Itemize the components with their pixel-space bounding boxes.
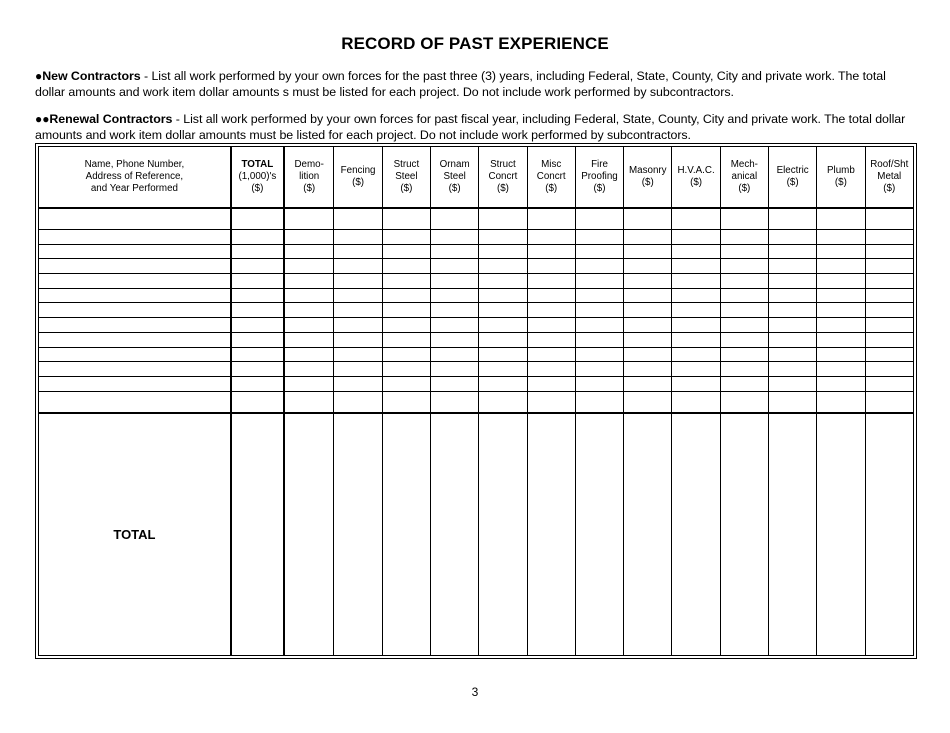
entry-cell-demolition[interactable] [284,376,334,391]
entry-cell-fencing[interactable] [334,259,382,274]
entry-cell-fire-proofing[interactable] [575,208,623,230]
table-body [39,208,914,656]
entry-cell-fire-proofing[interactable] [575,347,623,362]
entry-cell-mechanical[interactable] [720,318,768,333]
table-row [39,208,914,230]
table-row [39,376,914,391]
bullet-icon: ● [35,69,43,83]
table-row [39,244,914,259]
page-title: RECORD OF PAST EXPERIENCE [341,34,609,53]
column-header-line: Concrt [536,170,566,182]
table-row [39,230,914,245]
entry-cell-name-reference[interactable] [39,376,231,391]
entry-cell-roof-sht-metal[interactable] [865,362,913,377]
entry-cell-hvac[interactable] [672,208,720,230]
entry-cell-fire-proofing[interactable] [575,288,623,303]
column-header-line: ($) [400,182,413,194]
table-row [39,318,914,333]
entry-cell-ornam-steel[interactable] [431,259,479,274]
entry-cell-demolition[interactable] [284,391,334,413]
entry-cell-misc-concrt[interactable] [527,376,575,391]
column-header-line: ($) [303,182,316,194]
column-header-line: H.V.A.C. [677,165,715,177]
column-header-line: Metal [877,170,902,182]
entry-cell-masonry[interactable] [624,347,672,362]
entry-cell-plumb[interactable] [817,208,865,230]
column-header-total [231,147,284,208]
column-header-plumb [817,147,865,208]
entry-cell-total[interactable] [231,274,284,289]
entry-cell-plumb[interactable] [817,303,865,318]
entry-cell-total[interactable] [231,259,284,274]
entry-cell-hvac[interactable] [672,259,720,274]
entry-cell-masonry[interactable] [624,288,672,303]
entry-cell-total[interactable] [231,288,284,303]
column-header-line: ($) [251,182,264,194]
entry-cell-demolition[interactable] [284,288,334,303]
entry-cell-masonry[interactable] [624,376,672,391]
entry-cell-mechanical[interactable] [720,376,768,391]
entry-cell-plumb[interactable] [817,347,865,362]
total-cell-misc-concrt[interactable] [527,413,575,655]
entry-cell-electric[interactable] [768,274,816,289]
experience-table-frame [35,143,917,659]
column-header-line: lition [299,170,320,182]
entry-cell-misc-concrt[interactable] [527,259,575,274]
entry-cell-roof-sht-metal[interactable] [865,391,913,413]
entry-cell-name-reference[interactable] [39,230,231,245]
entry-cell-masonry[interactable] [624,362,672,377]
column-header-line: ($) [641,176,654,188]
entry-cell-plumb[interactable] [817,362,865,377]
entry-cell-struct-steel[interactable] [382,376,430,391]
column-header-line: Concrt [488,170,518,182]
entry-cell-mechanical[interactable] [720,347,768,362]
entry-cell-struct-steel[interactable] [382,318,430,333]
entry-cell-electric[interactable] [768,230,816,245]
entry-cell-struct-concrt[interactable] [479,332,527,347]
entry-cell-masonry[interactable] [624,244,672,259]
entry-cell-misc-concrt[interactable] [527,244,575,259]
total-cell-plumb[interactable] [817,413,865,655]
entry-cell-fencing[interactable] [334,332,382,347]
total-cell-fencing[interactable] [334,413,382,655]
entry-cell-electric[interactable] [768,347,816,362]
entry-cell-plumb[interactable] [817,230,865,245]
column-header-roof-sht-metal [865,147,913,208]
entry-cell-electric[interactable] [768,362,816,377]
column-header-line: ($) [883,182,896,194]
entry-cell-demolition[interactable] [284,244,334,259]
entry-cell-demolition[interactable] [284,274,334,289]
entry-cell-struct-steel[interactable] [382,244,430,259]
entry-cell-roof-sht-metal[interactable] [865,303,913,318]
table-row [39,303,914,318]
entry-cell-demolition[interactable] [284,332,334,347]
entry-cell-fencing[interactable] [334,347,382,362]
column-header-line: Mech- [730,159,758,171]
entry-cell-struct-concrt[interactable] [479,230,527,245]
entry-cell-hvac[interactable] [672,362,720,377]
entry-cell-hvac[interactable] [672,347,720,362]
entry-cell-hvac[interactable] [672,274,720,289]
column-header-line: Demo- [294,159,324,171]
entry-cell-fencing[interactable] [334,318,382,333]
entry-cell-masonry[interactable] [624,208,672,230]
total-cell-demolition[interactable] [284,413,334,655]
column-header-line: ($) [593,182,606,194]
column-header-hvac [672,147,720,208]
entry-cell-electric[interactable] [768,376,816,391]
entry-cell-roof-sht-metal[interactable] [865,230,913,245]
table-row [39,288,914,303]
entry-cell-mechanical[interactable] [720,244,768,259]
entry-cell-total[interactable] [231,362,284,377]
column-header-line: Struct [393,159,420,171]
table-row [39,347,914,362]
column-header-line: ($) [834,176,847,188]
double-bullet-icon: ●● [35,112,50,126]
entry-cell-demolition[interactable] [284,259,334,274]
entry-cell-fencing[interactable] [334,288,382,303]
entry-cell-plumb[interactable] [817,376,865,391]
renewal-contractors-text: - List all work performed by your own forces for past fiscal year, including Federal, State, County, City and private work. The total dollar amounts and work item dollar amounts must be listed for each project. Do not include work performed by subcontractors. [35,112,906,142]
column-header-line: ($) [690,176,703,188]
entry-cell-roof-sht-metal[interactable] [865,318,913,333]
entry-cell-name-reference[interactable] [39,244,231,259]
entry-cell-roof-sht-metal[interactable] [865,347,913,362]
column-header-line: anical [731,170,758,182]
entry-cell-hvac[interactable] [672,244,720,259]
entry-cell-electric[interactable] [768,259,816,274]
entry-cell-roof-sht-metal[interactable] [865,376,913,391]
total-cell-mechanical[interactable] [720,413,768,655]
entry-cell-struct-steel[interactable] [382,288,430,303]
table-row [39,391,914,413]
entry-cell-plumb[interactable] [817,288,865,303]
entry-cell-name-reference[interactable] [39,274,231,289]
total-cell-electric[interactable] [768,413,816,655]
renewal-contractors-instructions [35,112,917,143]
entry-cell-ornam-steel[interactable] [431,230,479,245]
entry-cell-struct-steel[interactable] [382,332,430,347]
entry-cell-ornam-steel[interactable] [431,208,479,230]
entry-cell-mechanical[interactable] [720,391,768,413]
entry-cell-struct-concrt[interactable] [479,318,527,333]
entry-cell-masonry[interactable] [624,230,672,245]
entry-cell-struct-concrt[interactable] [479,303,527,318]
column-header-fire-proofing [575,147,623,208]
entry-cell-plumb[interactable] [817,274,865,289]
renewal-contractors-label: Renewal Contractors [49,112,173,126]
entry-cell-name-reference[interactable] [39,288,231,303]
entry-cell-fencing[interactable] [334,208,382,230]
entry-cell-demolition[interactable] [284,208,334,230]
entry-cell-mechanical[interactable] [720,362,768,377]
entry-cell-demolition[interactable] [284,362,334,377]
column-header-masonry [624,147,672,208]
column-header-line: Proofing [581,170,618,182]
column-header-line: Masonry [628,165,667,177]
entry-cell-struct-steel[interactable] [382,347,430,362]
total-cell-masonry[interactable] [624,413,672,655]
entry-cell-name-reference[interactable] [39,347,231,362]
entry-cell-struct-concrt[interactable] [479,391,527,413]
entry-cell-struct-concrt[interactable] [479,376,527,391]
column-header-line: ($) [448,182,461,194]
total-row-label: TOTAL [39,413,231,655]
entry-cell-ornam-steel[interactable] [431,332,479,347]
entry-cell-struct-concrt[interactable] [479,244,527,259]
entry-cell-struct-concrt[interactable] [479,259,527,274]
table-header-row [39,147,914,208]
entry-cell-electric[interactable] [768,208,816,230]
entry-cell-ornam-steel[interactable] [431,318,479,333]
column-header-line: Steel [395,170,418,182]
entry-cell-misc-concrt[interactable] [527,347,575,362]
column-header-line: Fire [591,159,608,171]
entry-cell-electric[interactable] [768,332,816,347]
entry-cell-ornam-steel[interactable] [431,347,479,362]
entry-cell-hvac[interactable] [672,376,720,391]
column-header-line: TOTAL [241,159,274,171]
entry-cell-misc-concrt[interactable] [527,318,575,333]
entry-cell-ornam-steel[interactable] [431,376,479,391]
entry-cell-plumb[interactable] [817,332,865,347]
entry-cell-plumb[interactable] [817,259,865,274]
entry-cell-total[interactable] [231,332,284,347]
table-row [39,259,914,274]
column-header-demolition [284,147,334,208]
column-header-name-reference [39,147,231,208]
entry-cell-name-reference[interactable] [39,391,231,413]
entry-cell-ornam-steel[interactable] [431,303,479,318]
column-header-line: and Year Performed [90,182,178,194]
column-header-line: ($) [352,176,365,188]
entry-cell-roof-sht-metal[interactable] [865,288,913,303]
entry-cell-misc-concrt[interactable] [527,274,575,289]
entry-cell-fire-proofing[interactable] [575,303,623,318]
new-contractors-instructions [35,69,917,100]
column-header-line: ($) [496,182,509,194]
entry-cell-misc-concrt[interactable] [527,230,575,245]
entry-cell-name-reference[interactable] [39,259,231,274]
column-header-mechanical [720,147,768,208]
entry-cell-fencing[interactable] [334,230,382,245]
total-cell-hvac[interactable] [672,413,720,655]
total-cell-total[interactable] [231,413,284,655]
entry-cell-fire-proofing[interactable] [575,259,623,274]
entry-cell-hvac[interactable] [672,318,720,333]
total-cell-fire-proofing[interactable] [575,413,623,655]
entry-cell-name-reference[interactable] [39,362,231,377]
entry-cell-fire-proofing[interactable] [575,332,623,347]
entry-cell-struct-steel[interactable] [382,274,430,289]
entry-cell-struct-concrt[interactable] [479,288,527,303]
entry-cell-fire-proofing[interactable] [575,376,623,391]
entry-cell-fencing[interactable] [334,376,382,391]
entry-cell-fire-proofing[interactable] [575,391,623,413]
entry-cell-roof-sht-metal[interactable] [865,332,913,347]
new-contractors-label: New Contractors [42,69,141,83]
entry-cell-roof-sht-metal[interactable] [865,274,913,289]
entry-cell-fire-proofing[interactable] [575,230,623,245]
entry-cell-struct-steel[interactable] [382,259,430,274]
entry-cell-struct-concrt[interactable] [479,208,527,230]
page-number: 3 [471,685,479,699]
column-header-line: Name, Phone Number, [84,159,185,171]
entry-cell-total[interactable] [231,318,284,333]
entry-cell-struct-steel[interactable] [382,362,430,377]
entry-cell-electric[interactable] [768,244,816,259]
column-header-line: Plumb [827,165,855,177]
entry-cell-masonry[interactable] [624,318,672,333]
column-header-struct-concrt [479,147,527,208]
column-header-struct-steel [382,147,430,208]
column-header-line: ($) [545,182,558,194]
entry-cell-misc-concrt[interactable] [527,362,575,377]
entry-cell-demolition[interactable] [284,318,334,333]
entry-cell-demolition[interactable] [284,303,334,318]
entry-cell-total[interactable] [231,303,284,318]
entry-cell-masonry[interactable] [624,332,672,347]
column-header-ornam-steel [431,147,479,208]
entry-cell-fencing[interactable] [334,244,382,259]
column-header-line: (1,000)'s [238,170,277,182]
table-row [39,274,914,289]
column-header-line: Electric [776,165,809,177]
entry-cell-mechanical[interactable] [720,332,768,347]
entry-cell-ornam-steel[interactable] [431,274,479,289]
entry-cell-masonry[interactable] [624,303,672,318]
entry-cell-name-reference[interactable] [39,208,231,230]
entry-cell-total[interactable] [231,376,284,391]
entry-cell-ornam-steel[interactable] [431,362,479,377]
entry-cell-roof-sht-metal[interactable] [865,244,913,259]
column-header-electric [768,147,816,208]
column-header-line: Struct [490,159,516,171]
total-cell-roof-sht-metal[interactable] [865,413,913,655]
entry-cell-struct-concrt[interactable] [479,362,527,377]
entry-cell-plumb[interactable] [817,391,865,413]
entry-cell-masonry[interactable] [624,274,672,289]
entry-cell-mechanical[interactable] [720,303,768,318]
column-header-line: Roof/Sht [870,159,909,171]
entry-cell-mechanical[interactable] [720,274,768,289]
entry-cell-mechanical[interactable] [720,288,768,303]
entry-cell-plumb[interactable] [817,318,865,333]
new-contractors-text: - List all work performed by your own forces for the past three (3) years, including Federal, State, County, City and private work. The total dollar amounts and work item dollar amounts s must be listed for each project. Do not include work performed by subcontractors. [35,69,886,99]
entry-cell-total[interactable] [231,244,284,259]
entry-cell-misc-concrt[interactable] [527,332,575,347]
entry-cell-electric[interactable] [768,391,816,413]
column-header-line: Steel [443,170,466,182]
entry-cell-total[interactable] [231,347,284,362]
entry-cell-struct-steel[interactable] [382,391,430,413]
total-cell-struct-concrt[interactable] [479,413,527,655]
entry-cell-demolition[interactable] [284,347,334,362]
column-header-fencing [334,147,382,208]
entry-cell-struct-concrt[interactable] [479,347,527,362]
entry-cell-hvac[interactable] [672,332,720,347]
entry-cell-fencing[interactable] [334,274,382,289]
entry-cell-fencing[interactable] [334,391,382,413]
entry-cell-misc-concrt[interactable] [527,208,575,230]
entry-cell-name-reference[interactable] [39,318,231,333]
entry-cell-total[interactable] [231,208,284,230]
column-header-line: Misc [541,159,562,171]
entry-cell-masonry[interactable] [624,391,672,413]
column-header-line: Fencing [340,165,376,177]
entry-cell-total[interactable] [231,230,284,245]
entry-cell-ornam-steel[interactable] [431,288,479,303]
entry-cell-fire-proofing[interactable] [575,274,623,289]
entry-cell-hvac[interactable] [672,230,720,245]
entry-cell-roof-sht-metal[interactable] [865,259,913,274]
entry-cell-fencing[interactable] [334,362,382,377]
entry-cell-ornam-steel[interactable] [431,244,479,259]
entry-cell-roof-sht-metal[interactable] [865,208,913,230]
entry-cell-demolition[interactable] [284,230,334,245]
column-header-line: ($) [786,176,799,188]
entry-cell-misc-concrt[interactable] [527,391,575,413]
entry-cell-hvac[interactable] [672,288,720,303]
entry-cell-mechanical[interactable] [720,230,768,245]
total-cell-struct-steel[interactable] [382,413,430,655]
column-header-line: Ornam [439,159,470,171]
experience-table [38,146,914,656]
column-header-line: Address of Reference, [85,170,184,182]
entry-cell-name-reference[interactable] [39,332,231,347]
entry-cell-electric[interactable] [768,318,816,333]
entry-cell-mechanical[interactable] [720,208,768,230]
entry-cell-fencing[interactable] [334,303,382,318]
entry-cell-struct-steel[interactable] [382,208,430,230]
entry-cell-total[interactable] [231,391,284,413]
entry-cell-plumb[interactable] [817,244,865,259]
entry-cell-struct-steel[interactable] [382,303,430,318]
entry-cell-fire-proofing[interactable] [575,362,623,377]
entry-cell-struct-steel[interactable] [382,230,430,245]
entry-cell-electric[interactable] [768,303,816,318]
entry-cell-fire-proofing[interactable] [575,318,623,333]
table-row [39,362,914,377]
entry-cell-struct-concrt[interactable] [479,274,527,289]
entry-cell-fire-proofing[interactable] [575,244,623,259]
entry-cell-misc-concrt[interactable] [527,288,575,303]
column-header-line: ($) [738,182,751,194]
entry-cell-electric[interactable] [768,288,816,303]
entry-cell-misc-concrt[interactable] [527,303,575,318]
entry-cell-mechanical[interactable] [720,259,768,274]
entry-cell-hvac[interactable] [672,391,720,413]
column-header-misc-concrt [527,147,575,208]
entry-cell-ornam-steel[interactable] [431,391,479,413]
entry-cell-hvac[interactable] [672,303,720,318]
entry-cell-masonry[interactable] [624,259,672,274]
total-row [39,413,914,655]
entry-cell-name-reference[interactable] [39,303,231,318]
table-row [39,332,914,347]
total-cell-ornam-steel[interactable] [431,413,479,655]
